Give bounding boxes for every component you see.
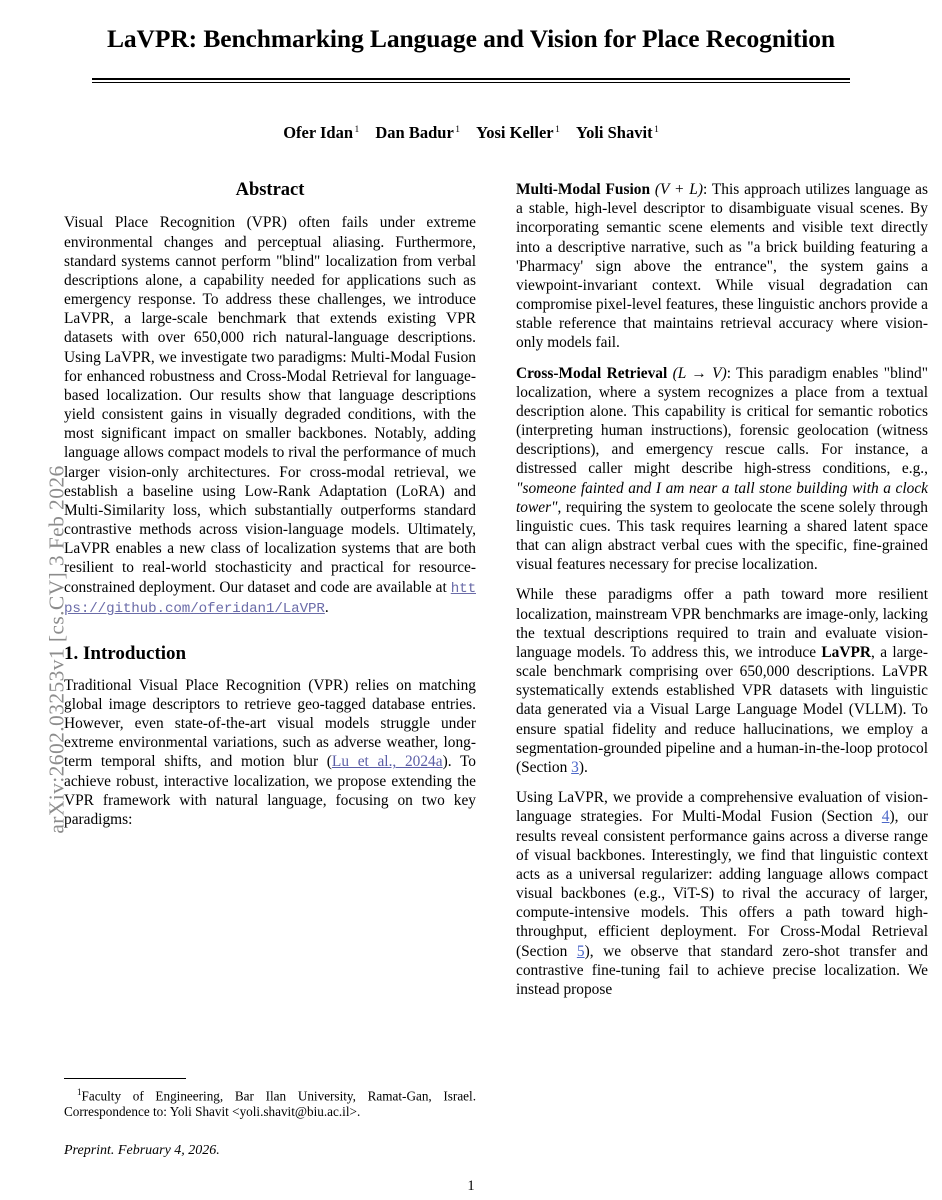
author-name: Dan Badur — [375, 123, 454, 142]
multimodal-fusion-paragraph — [516, 180, 928, 353]
abstract-paragraph — [64, 213, 476, 619]
arxiv-identifier-stamp: arXiv:2602.03253v1 [cs.CV] 3 Feb 2026 — [44, 465, 69, 834]
multimodal-fusion-label: Multi-Modal Fusion — [516, 181, 651, 198]
dataset-repository-link[interactable]: https://github.com/oferidan1/LaVPR — [64, 580, 476, 618]
author-entry — [375, 123, 460, 142]
evaluation-overview-paragraph — [516, 788, 928, 999]
preprint-notice: Preprint. February 4, 2026. — [64, 1142, 220, 1158]
crossmodal-retrieval-text-start: : This paradigm enables "blind" localization, where a system recognizes a place from a textual description alone. This capability is critical for semantic robotics (interpreting human instructions), forensic geolocation (witness descriptions), and emergency rescue calls. For instance, a distressed caller might describe high-stress conditions, e.g., — [516, 364, 928, 478]
example-caller-quote: "someone fainted and I am near a tall stone building with a clock tower" — [516, 479, 928, 516]
section-reference-link[interactable]: 5 — [576, 942, 585, 960]
benchmark-text-end: ). — [578, 758, 588, 776]
author-affiliation-mark: 1 — [654, 124, 659, 135]
section-heading-introduction: 1. Introduction — [64, 642, 187, 664]
left-column — [64, 180, 476, 829]
benchmark-text-start: While these paradigms offer a path toward more resilient localization, mainstream VPR benchmarks are image-only, lacking the textual descriptions required to train and evaluate vision-language models. To address this, we introduce — [516, 586, 928, 661]
title-block — [92, 24, 850, 54]
multimodal-fusion-formula: (V + L) — [654, 181, 703, 198]
author-entry — [576, 123, 659, 142]
section-reference-link[interactable]: 3 — [571, 758, 579, 776]
footnote-block — [64, 1078, 476, 1159]
author-name: Yosi Keller — [476, 123, 554, 142]
intro-text-start: Traditional Visual Place Recognition (VPR) relies on matching global image descriptors to retrieve geo-tagged database entries. However, even state-of-the-art visual models struggle under extreme environmental variations, such as adverse weather, long-term temporal shifts, and motion blur ( — [64, 676, 476, 771]
crossmodal-retrieval-label: Cross-Modal Retrieval — [516, 364, 668, 382]
section-reference-link[interactable]: 4 — [881, 808, 890, 826]
introduction-paragraph — [64, 676, 476, 829]
intro-text-end: ). To achieve robust, interactive localization, we propose extending the VPR framework with natural language, focusing on two key paradigms: — [64, 753, 476, 828]
crossmodal-retrieval-text-end: , requiring the system to geolocate the scene solely through linguistic cues. This task requires learning a shared latent space that can align abstract verbal cues with the specific, fine-grained visual features necessary for precise localization. — [516, 498, 928, 574]
author-name: Yoli Shavit — [576, 123, 653, 142]
abstract-heading: Abstract — [235, 180, 305, 200]
abstract-text: Visual Place Recognition (VPR) often fails under extreme environmental changes and perceptual aliasing. Furthermore, standard systems cannot perform "blind" localization from verbal descriptions alone, a capability needed for applications such as emergency response. To address these challenges, we introduce LaVPR, a large-scale benchmark that extends existing VPR datasets with over 650,000 rich natural-language descriptions. Using LaVPR, we investigate two paradigms: Multi-Modal Fusion for enhanced robustness and Cross-Modal Retrieval for language-based localization. Our results show that language descriptions yield consistent gains in visually degraded conditions, with the most significant impact on smaller backbones. Notably, adding language allows compact models to rival the performance of much larger vision-only architectures. For cross-modal retrieval, we establish a baseline using Low-Rank Adaptation (LoRA) and Multi-Similarity loss, which substantially outperforms standard contrastive methods across vision-language models. Ultimately, LaVPR enables a new class of localization systems that are both resilient to real-world stochasticity and practical for resource-constrained deployment. Our dataset and code are available at — [64, 214, 476, 596]
author-affiliation-mark: 1 — [555, 124, 560, 135]
title-separator-rules — [92, 78, 850, 83]
citation-link[interactable]: Lu et al., 2024a — [331, 753, 443, 771]
footnote-mark: 1 — [77, 1087, 82, 1097]
evaluation-text-middle: ), our results reveal consistent performance gains across a diverse range of visual backbones. Interestingly, we find that linguistic context acts as a universal regularizer: adding language allows compact visual backbones (e.g., ViT-S) to rival the accuracy of larger, compute-intensive models. This offers a path toward high-throughput, efficient deployment. For Cross-Modal Retrieval (Section — [516, 808, 928, 960]
benchmark-motivation-paragraph — [516, 585, 928, 777]
evaluation-text-start: Using LaVPR, we provide a comprehensive evaluation of vision-language strategies. For Multi-Modal Fusion (Section — [516, 789, 928, 826]
footnote-body: Faculty of Engineering, Bar Ilan University, Ramat-Gan, Israel. Correspondence to: Yoli Shavit <yoli.shavit@biu.ac.il>. — [64, 1088, 476, 1120]
page-number: 1 — [467, 1178, 475, 1194]
author-affiliation-mark: 1 — [455, 124, 461, 135]
benchmark-text-middle: , a large-scale benchmark comprising over 650,000 descriptions. LaVPR systematically extends established VPR datasets with linguistic data generated via a Visual Large Language Model (VLLM). To ensure spatial fidelity and reduce hallucinations, we employ a segmentation-grounded pipeline and a human-in-the-loop protocol (Section — [516, 643, 928, 776]
author-list — [92, 123, 850, 143]
multimodal-fusion-text: : This approach utilizes language as a stable, high-level descriptor to disambiguate visual scenes. By incorporating semantic scene elements and visible text directly into a descriptive narrative, such as "a brick building featuring a 'Pharmacy' sign above the entrance", the system gains a viewpoint-invariant context. While visual degradation can compromise pixel-level features, these linguistic anchors provide a stable reference that maintains retrieval accuracy where vision-only models fail. — [516, 181, 928, 352]
page-title: LaVPR: Benchmarking Language and Vision for Place Recognition — [106, 24, 835, 53]
author-name: Ofer Idan — [283, 123, 354, 142]
footnote-affiliation-text — [64, 1087, 476, 1121]
evaluation-text-end: ), we observe that standard zero-shot transfer and contrastive fine-tuning fail to achieve precise localization. We instead propose — [516, 942, 928, 998]
abstract-text-end: . — [324, 599, 329, 617]
author-affiliation-mark: 1 — [354, 124, 360, 135]
author-entry — [283, 123, 359, 142]
crossmodal-retrieval-formula: (L → V) — [672, 364, 727, 382]
footnote-separator-rule — [64, 1078, 186, 1079]
rule-thin — [92, 82, 850, 83]
crossmodal-retrieval-paragraph — [516, 364, 928, 575]
right-column — [516, 180, 928, 999]
lavpr-name-bold: LaVPR — [821, 643, 871, 661]
author-entry — [476, 123, 560, 142]
